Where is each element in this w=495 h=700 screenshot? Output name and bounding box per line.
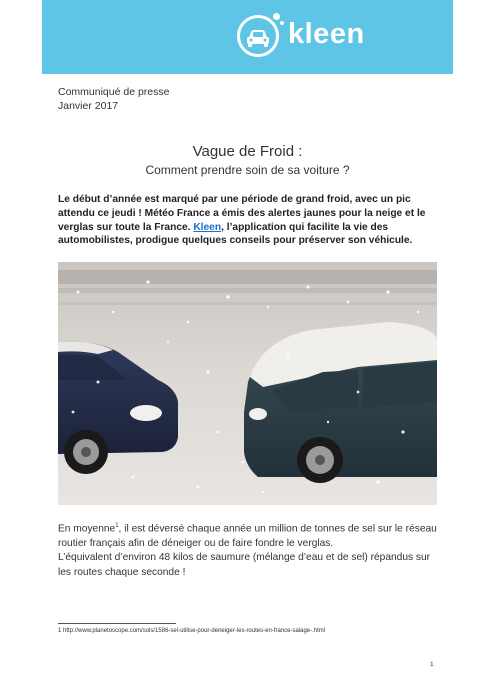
footnote-url[interactable]: http://www.planetoscope.com/sols/1586-sel-utilise-pour-deneiger-les-routes-en-france-salage-.html [63,628,326,634]
car-icon [237,15,279,57]
body-paragraph [58,519,440,580]
document-subtitle: Comment prendre soin de sa voiture ? [145,163,350,177]
kleen-link[interactable]: Kleen [193,221,222,233]
intro-text-end: , l’application qui facilite la vie des automobilistes, prodigue quelques conseils pour préserver son véhicule. [58,221,413,247]
press-release-label: Communiqué de presse [58,86,170,98]
logo-bubble [273,13,280,20]
logo-bubble [280,21,284,25]
footnote [58,628,325,634]
salt-fact-end: , il est déversé chaque année un million de tonnes de sel sur le réseau routier français afin de déneiger ou de faire fondre le verglas. [58,523,437,549]
footnote-divider [58,623,176,624]
footnote-marker: 1 [58,628,62,634]
salt-fact [58,519,440,551]
page-number: 1 [430,661,434,668]
document-title: Vague de Froid : [192,143,303,160]
footnote-reference[interactable]: 1 [115,523,119,529]
snow-cars-photo [58,262,437,505]
press-meta [58,86,169,113]
brand-name: kleen [288,18,365,50]
salt-fact-start: En moyenne [58,523,116,535]
photo-illustration [58,262,437,505]
intro-text: Le début d’année est marqué par une période de grand froid, avec un pic attendu ce jeudi ! Météo France a émis des alertes jaunes pour la neige et le verglas sur toute la France. [58,194,426,233]
press-date: Janvier 2017 [58,99,119,112]
intro-paragraph [58,193,440,248]
brine-fact: L’équivalent d’environ 48 kilos de saumure (mélange d’eau et de sel) répandus sur les routes chaque seconde ! [58,552,431,578]
kleen-logo[interactable] [237,15,365,61]
header-banner [42,0,453,74]
